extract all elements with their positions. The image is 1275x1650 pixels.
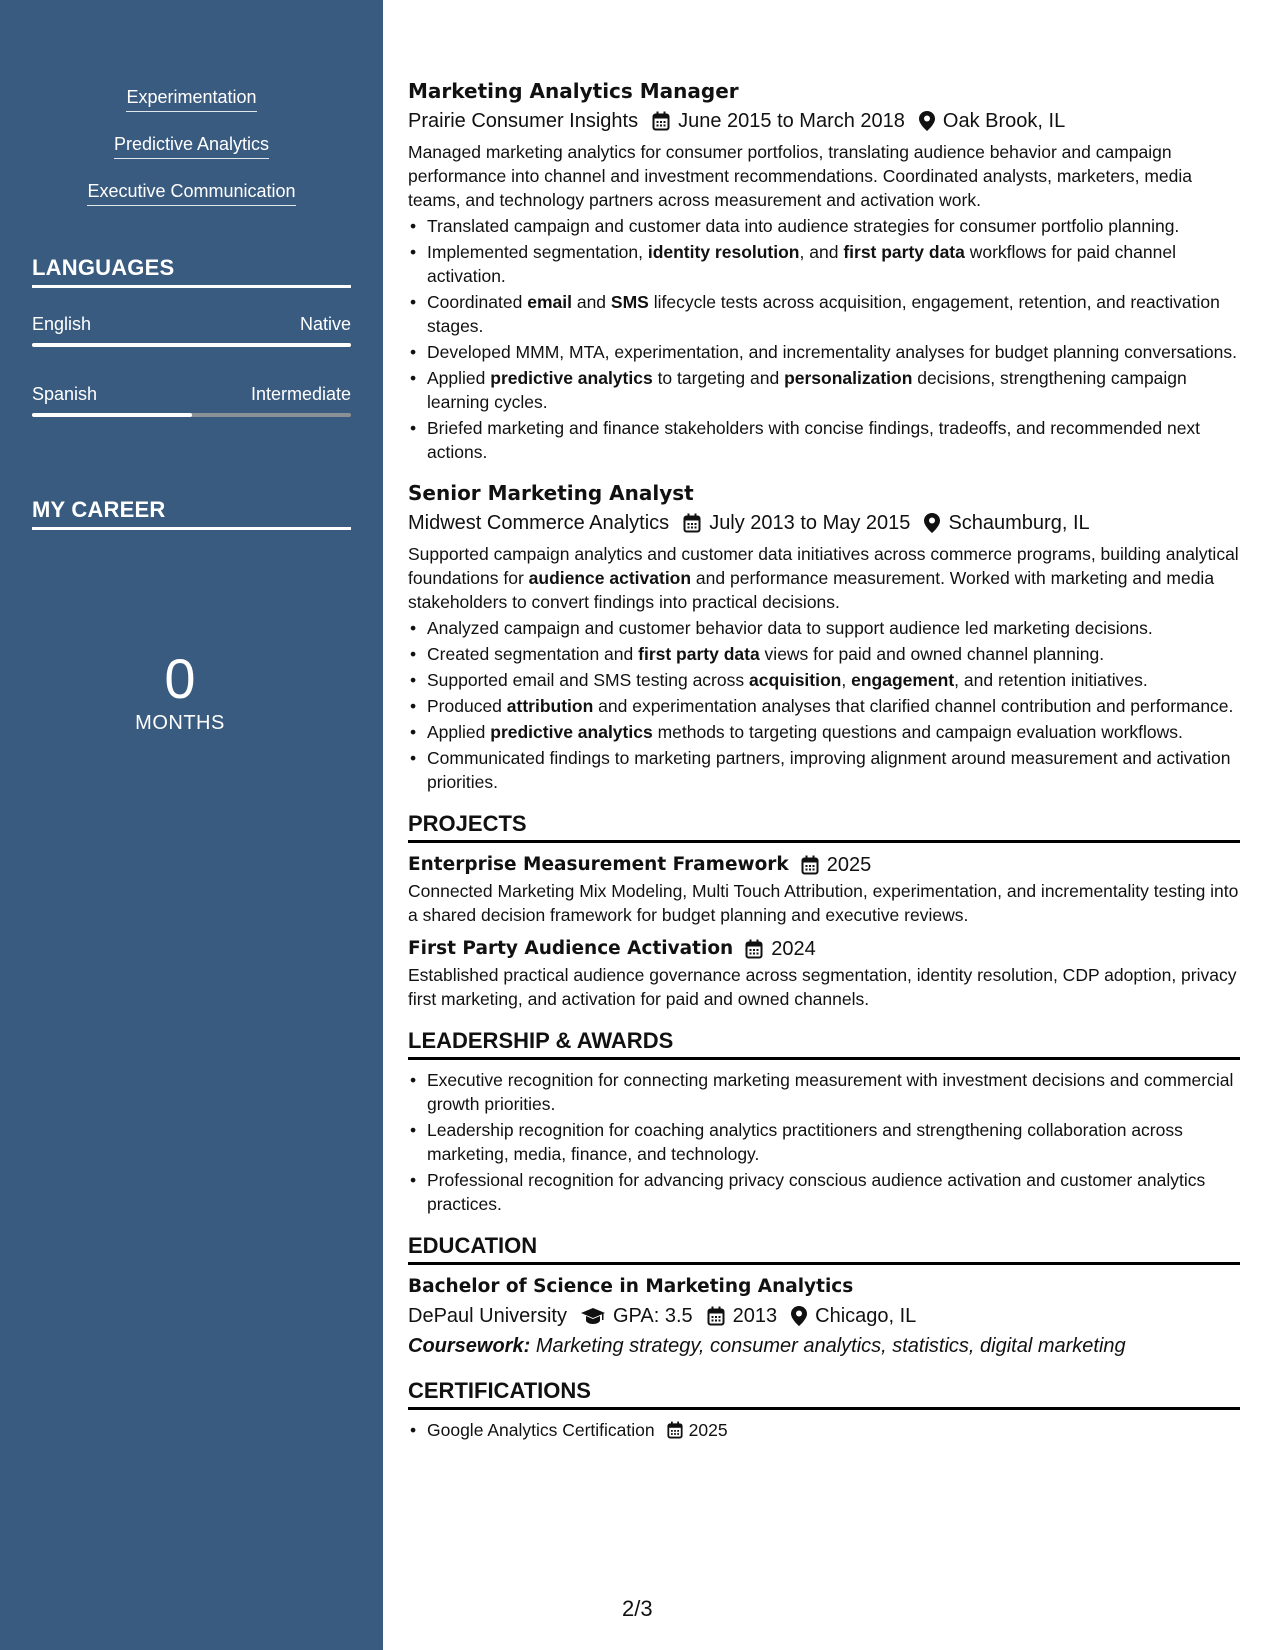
job-bullet: • Created segmentation and first party data views for paid and owned channel planning. bbox=[408, 642, 1240, 666]
language-proficiency-bar bbox=[32, 413, 351, 417]
leadership-item: • Executive recognition for connecting marketing measurement with investment decisions and commercial growth priorities. bbox=[408, 1068, 1240, 1116]
bold-keyword: audience activation bbox=[528, 568, 692, 588]
job-location: Oak Brook, IL bbox=[942, 110, 1066, 132]
language-proficiency-fill bbox=[32, 413, 192, 417]
sidebar bbox=[0, 0, 383, 1650]
project-year: 2024 bbox=[771, 938, 816, 960]
career-heading: MY CAREER bbox=[32, 497, 351, 530]
bold-keyword: SMS bbox=[610, 292, 649, 312]
skill-tag: Executive Communication bbox=[87, 180, 295, 206]
job-bullet: • Coordinated email and SMS lifecycle tests across acquisition, engagement, retention, and reactivation stages. bbox=[408, 290, 1240, 338]
language-name: English bbox=[32, 314, 92, 334]
page-number: 2/3 bbox=[622, 1596, 653, 1621]
job-title: Marketing Analytics Manager bbox=[408, 79, 739, 103]
certifications-list bbox=[408, 1418, 1240, 1442]
map-pin-icon bbox=[919, 111, 935, 131]
language-level: Intermediate bbox=[250, 384, 351, 404]
bold-keyword: attribution bbox=[506, 696, 594, 716]
bold-keyword: first party data bbox=[638, 644, 760, 664]
job-bullet: • Developed MMM, MTA, experimentation, and incrementality analyses for budget planning conversations. bbox=[408, 340, 1240, 364]
education-location: Chicago, IL bbox=[815, 1305, 917, 1327]
leadership-list bbox=[408, 1068, 1240, 1216]
project-description: Established practical audience governance across segmentation, identity resolution, CDP adoption, privacy first marketing, and activation for paid and owned channels. bbox=[408, 965, 1237, 1009]
bold-keyword: predictive analytics bbox=[490, 368, 653, 388]
bold-keyword: email bbox=[527, 292, 572, 312]
language-proficiency-bar bbox=[32, 343, 351, 347]
map-pin-icon bbox=[791, 1306, 807, 1326]
school-name: DePaul University bbox=[408, 1305, 567, 1327]
projects-heading: PROJECTS bbox=[408, 810, 1240, 843]
language-spanish bbox=[32, 383, 351, 417]
leadership-item: • Leadership recognition for coaching analytics practitioners and strengthening collaboration across marketing, media, finance, and technology. bbox=[408, 1118, 1240, 1166]
job-bullets bbox=[408, 214, 1240, 464]
career-value: 0 bbox=[164, 647, 196, 710]
language-name: Spanish bbox=[32, 384, 98, 404]
skill-tag: Predictive Analytics bbox=[114, 133, 269, 159]
skills-list bbox=[0, 86, 383, 227]
project-description: Connected Marketing Mix Modeling, Multi Touch Attribution, experimentation, and incrementality testing into a shared decision framework for budget planning and executive reviews. bbox=[408, 881, 1239, 925]
degree-title: Bachelor of Science in Marketing Analytics bbox=[408, 1276, 854, 1297]
coursework-text: Marketing strategy, consumer analytics, statistics, digital marketing bbox=[535, 1335, 1126, 1357]
certification-item bbox=[408, 1418, 1240, 1442]
skill-tag: Experimentation bbox=[126, 86, 256, 112]
job-location: Schaumburg, IL bbox=[948, 512, 1090, 534]
bold-keyword: predictive analytics bbox=[490, 722, 653, 742]
career-summary bbox=[0, 647, 360, 735]
coursework-label: Coursework: bbox=[408, 1335, 531, 1357]
bold-keyword: personalization bbox=[784, 368, 913, 388]
certification-year: 2025 bbox=[688, 1420, 728, 1440]
company-name: Midwest Commerce Analytics bbox=[408, 512, 670, 534]
company-name: Prairie Consumer Insights bbox=[408, 110, 639, 132]
job-title: Senior Marketing Analyst bbox=[408, 481, 694, 505]
bold-keyword: engagement bbox=[851, 670, 955, 690]
bold-keyword: acquisition bbox=[748, 670, 842, 690]
project-title: First Party Audience Activation bbox=[408, 938, 734, 959]
job-bullet: • Communicated findings to marketing partners, improving alignment around measurement and activation priorities. bbox=[408, 746, 1240, 794]
job-entry bbox=[408, 478, 1240, 794]
job-bullet: • Implemented segmentation, identity resolution, and first party data workflows for paid channel activation. bbox=[408, 240, 1240, 288]
job-bullet: • Applied predictive analytics methods to targeting questions and campaign evaluation workflows. bbox=[408, 720, 1240, 744]
calendar-icon bbox=[745, 939, 763, 959]
leadership-heading: LEADERSHIP & AWARDS bbox=[408, 1027, 1240, 1060]
job-dates: June 2015 to March 2018 bbox=[678, 110, 905, 132]
calendar-icon bbox=[707, 1306, 725, 1326]
leadership-item: • Professional recognition for advancing privacy conscious audience activation and customer analytics practices. bbox=[408, 1168, 1240, 1216]
project-entry bbox=[408, 851, 1240, 927]
bold-keyword: identity resolution bbox=[647, 242, 800, 262]
job-bullets bbox=[408, 616, 1240, 794]
map-pin-icon bbox=[924, 513, 940, 533]
education-heading: EDUCATION bbox=[408, 1232, 1240, 1265]
coursework bbox=[408, 1331, 1240, 1361]
job-description: Managed marketing analytics for consumer portfolios, translating audience behavior and campaign performance into channel and investment recommendations. Coordinated analysts, marketers, media teams, and technology partners across measurement and activation work. bbox=[408, 142, 1193, 210]
job-meta bbox=[408, 106, 1240, 136]
main-content bbox=[408, 76, 1240, 1444]
education-meta bbox=[408, 1301, 1240, 1331]
calendar-icon bbox=[683, 513, 701, 533]
language-proficiency-fill bbox=[32, 343, 351, 347]
gpa: GPA: 3.5 bbox=[612, 1305, 693, 1327]
graduation-cap-icon bbox=[581, 1307, 605, 1325]
job-description: Supported campaign analytics and customer data initiatives across commerce programs, building analytical foundations for audience activation and performance measurement. Worked with marketing and media stakeholders to convert findings into practical decisions. bbox=[408, 544, 1239, 612]
job-bullet: • Supported email and SMS testing across acquisition, engagement, and retention initiatives. bbox=[408, 668, 1240, 692]
calendar-icon bbox=[652, 111, 670, 131]
job-bullet: • Applied predictive analytics to targeting and personalization decisions, strengthening campaign learning cycles. bbox=[408, 366, 1240, 414]
graduation-year: 2013 bbox=[732, 1305, 778, 1327]
job-bullet: • Translated campaign and customer data into audience strategies for consumer portfolio planning. bbox=[408, 214, 1240, 238]
job-bullet: • Analyzed campaign and customer behavior data to support audience led marketing decisions. bbox=[408, 616, 1240, 640]
bold-keyword: first party data bbox=[843, 242, 965, 262]
project-title-row bbox=[408, 935, 1240, 963]
project-year: 2025 bbox=[826, 854, 872, 876]
job-bullet: • Briefed marketing and finance stakeholders with concise findings, tradeoffs, and recommended next actions. bbox=[408, 416, 1240, 464]
language-level: Native bbox=[299, 314, 351, 334]
project-title-row bbox=[408, 851, 1240, 879]
job-bullet: • Produced attribution and experimentation analyses that clarified channel contribution and performance. bbox=[408, 694, 1240, 718]
calendar-icon bbox=[801, 855, 819, 875]
languages-heading: LANGUAGES bbox=[32, 255, 351, 288]
certifications-heading: CERTIFICATIONS bbox=[408, 1377, 1240, 1410]
job-entry bbox=[408, 76, 1240, 464]
job-dates: July 2013 to May 2015 bbox=[709, 512, 911, 534]
certification-name: • Google Analytics Certification bbox=[427, 1420, 655, 1440]
project-entry bbox=[408, 935, 1240, 1011]
calendar-icon bbox=[667, 1421, 683, 1439]
project-title: Enterprise Measurement Framework bbox=[408, 854, 789, 875]
career-unit: MONTHS bbox=[135, 712, 225, 734]
job-meta bbox=[408, 508, 1240, 538]
language-english bbox=[32, 313, 351, 347]
